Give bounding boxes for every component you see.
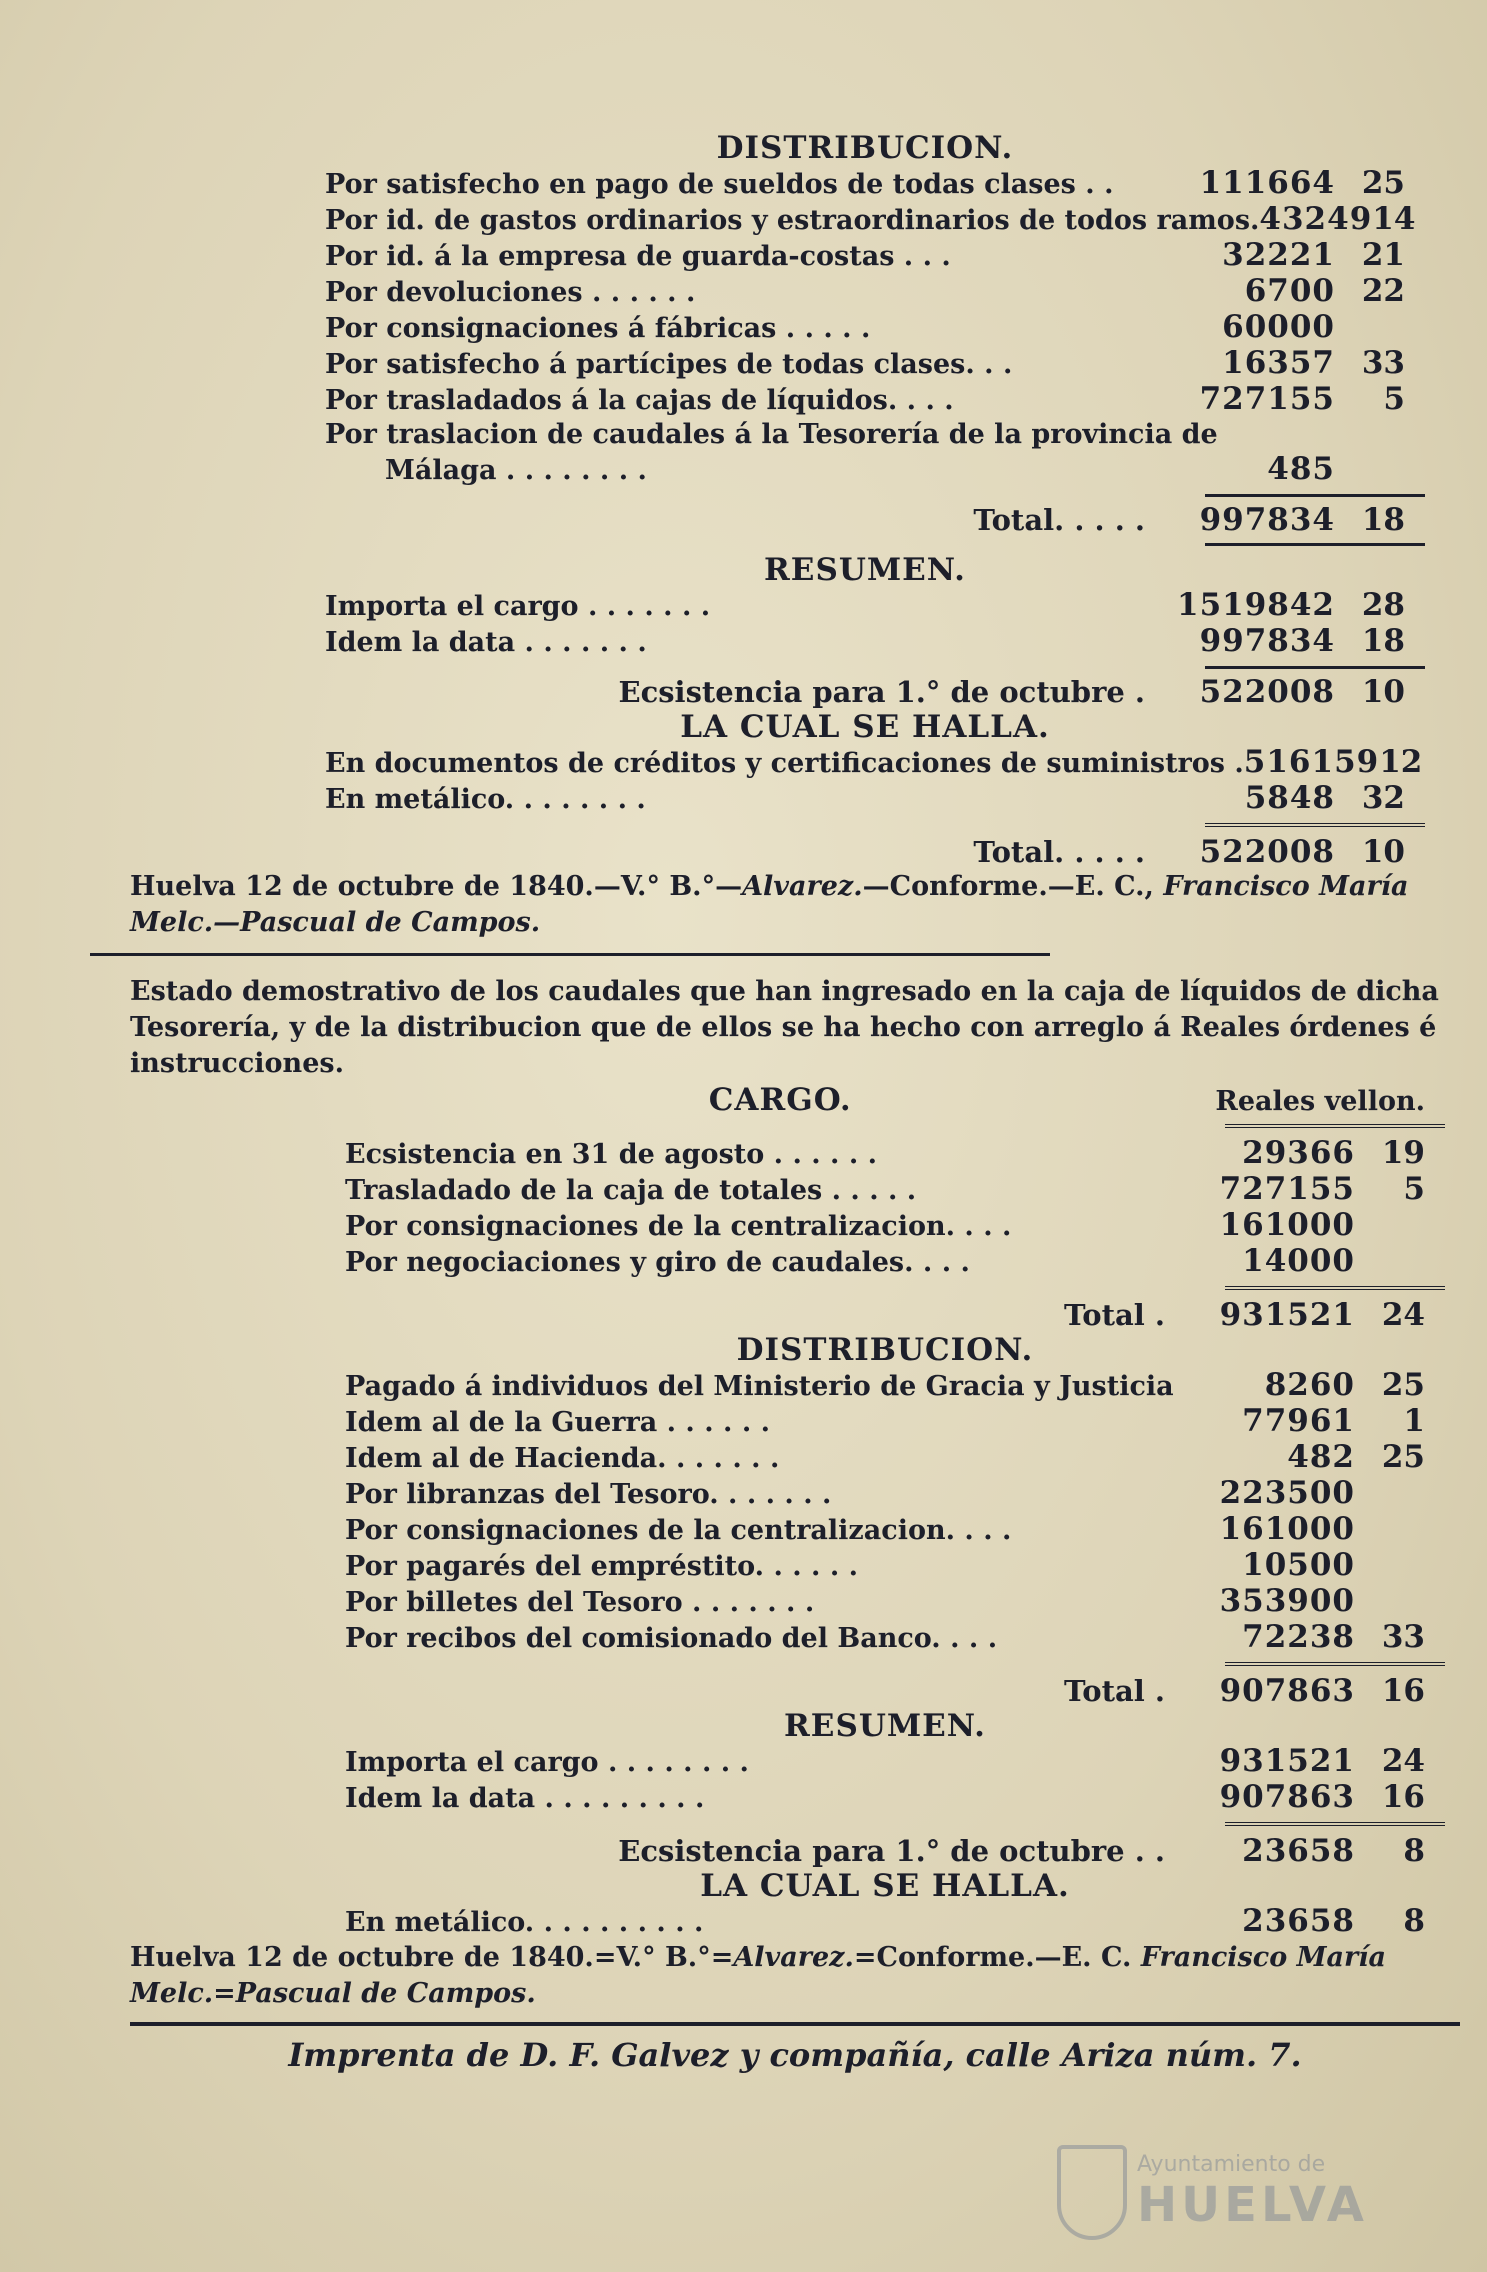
table-row: Málaga . . . . . . . . 485 [385,451,1335,487]
part2-cargo-heading: CARGO. [708,1082,852,1118]
part1-hallada-heading: LA CUAL SE HALLA. [680,709,1050,745]
table-row: Por consignaciones de la centralizacion. . . . 161000 [345,1511,1355,1547]
part2-intro: Estado demostrativo de los caudales que han ingresado en la caja de líquidos de dicha Tesorería, y de la distribucion que de ellos se ha hecho con arreglo á Reales órdenes é instrucciones. [130,976,1439,1079]
table-row: En documentos de créditos y certificaciones de suministros . 516159 12 [325,744,1423,780]
table-row: Por devoluciones . . . . . . 6700 22 [325,273,1405,309]
table-row: Idem la data . . . . . . . 997834 18 [325,623,1405,659]
table-row: Por consignaciones de la centralizacion. . . . 161000 [345,1207,1355,1243]
part2-resumen-heading: RESUMEN. [784,1708,986,1744]
sum-rule [1205,494,1425,497]
shield-icon [1057,2145,1127,2240]
table-row: Por id. á la empresa de guarda-costas . . . 32221 21 [325,237,1405,273]
sum-rule [1225,1286,1445,1292]
table-row: Idem al de la Guerra . . . . . . 77961 1 [345,1403,1425,1439]
total-row: Total . 907863 16 [1064,1673,1425,1709]
existence-row: Ecsistencia para 1.° de octubre . 522008 10 [618,674,1405,710]
table-row: Trasladado de la caja de totales . . . . . 727155 5 [345,1171,1425,1207]
part2-distribucion-heading: DISTRIBUCION. [736,1332,1034,1368]
table-row: Por trasladados á la cajas de líquidos. . . . 727155 5 [325,381,1405,417]
cargo-header [345,1082,1425,1118]
total-row: Total. . . . . 522008 10 [973,834,1405,870]
unit-label: Reales vellon. [1215,1086,1425,1117]
table-row: Por recibos del comisionado del Banco. . . . 72238 33 [345,1619,1425,1655]
part2-footer: Huelva 12 de octubre de 1840.=V.° B.°=Alvarez.=Conforme.—E. C. Francisco María Melc.=Pascual de Campos. [130,1942,1386,2009]
table-row: Por satisfecho en pago de sueldos de todas clases . . 111664 25 [325,165,1405,201]
table-row: Importa el cargo . . . . . . . . 931521 24 [345,1743,1425,1779]
sum-rule [1225,1822,1445,1828]
total-row: Total. . . . . 997834 18 [973,502,1405,538]
section-divider [90,953,1050,956]
table-row: Pagado á individuos del Ministerio de Gracia y Justicia 8260 25 [345,1367,1425,1403]
table-row: Idem al de Hacienda. . . . . . . 482 25 [345,1439,1425,1475]
part2-hallada-heading: LA CUAL SE HALLA. [700,1868,1070,1904]
imprint-line: Imprenta de D. F. Galvez y compañía, calle Ariza núm. 7. [130,2022,1460,2074]
table-row: Ecsistencia en 31 de agosto . . . . . . 29366 19 [345,1135,1425,1171]
table-row: Por libranzas del Tesoro. . . . . . . 223500 [345,1475,1355,1511]
part2-tables [345,1124,1425,1940]
part1-resumen-heading: RESUMEN. [764,552,966,588]
table-row: Por consignaciones á fábricas . . . . . 60000 [325,309,1335,345]
sum-rule [1205,666,1425,669]
watermark-line1: Ayuntamiento de [1137,2151,1326,2177]
sum-rule [1205,543,1425,546]
sum-rule [1225,1662,1445,1668]
table-row: En metálico. . . . . . . . 5848 32 [325,780,1405,816]
sum-rule [1225,1124,1445,1130]
part1-distribucion [325,130,1423,870]
table-row: Por pagarés del empréstito. . . . . . 10500 [345,1547,1355,1583]
watermark-line2: HUELVA [1137,2176,1368,2233]
table-row: Por negociaciones y giro de caudales. . . . 14000 [345,1243,1355,1279]
existence-row: Ecsistencia para 1.° de octubre . . 23658 8 [618,1833,1425,1869]
part1-footer: Huelva 12 de octubre de 1840.—V.° B.°—Alvarez.—Conforme.—E. C., Francisco María Melc.—Pascual de Campos. [130,871,1409,938]
sum-rule [1205,823,1425,829]
table-row: En metálico. . . . . . . . . . 23658 8 [345,1903,1425,1939]
table-row: Importa el cargo . . . . . . . 1519842 28 [325,587,1405,623]
total-row: Total . 931521 24 [1064,1297,1425,1333]
table-row: Por id. de gastos ordinarios y estraordinarios de todos ramos. 43249 14 [325,201,1416,237]
table-row: Idem la data . . . . . . . . . 907863 16 [345,1779,1425,1815]
part1-distribucion-heading: DISTRIBUCION. [716,130,1014,166]
table-row: Por billetes del Tesoro . . . . . . . 353900 [345,1583,1355,1619]
ayuntamiento-watermark [1057,2132,1417,2252]
table-row: Por traslacion de caudales á la Tesorería de la provincia de [325,419,1218,450]
table-row: Por satisfecho á partícipes de todas clases. . . 16357 33 [325,345,1405,381]
